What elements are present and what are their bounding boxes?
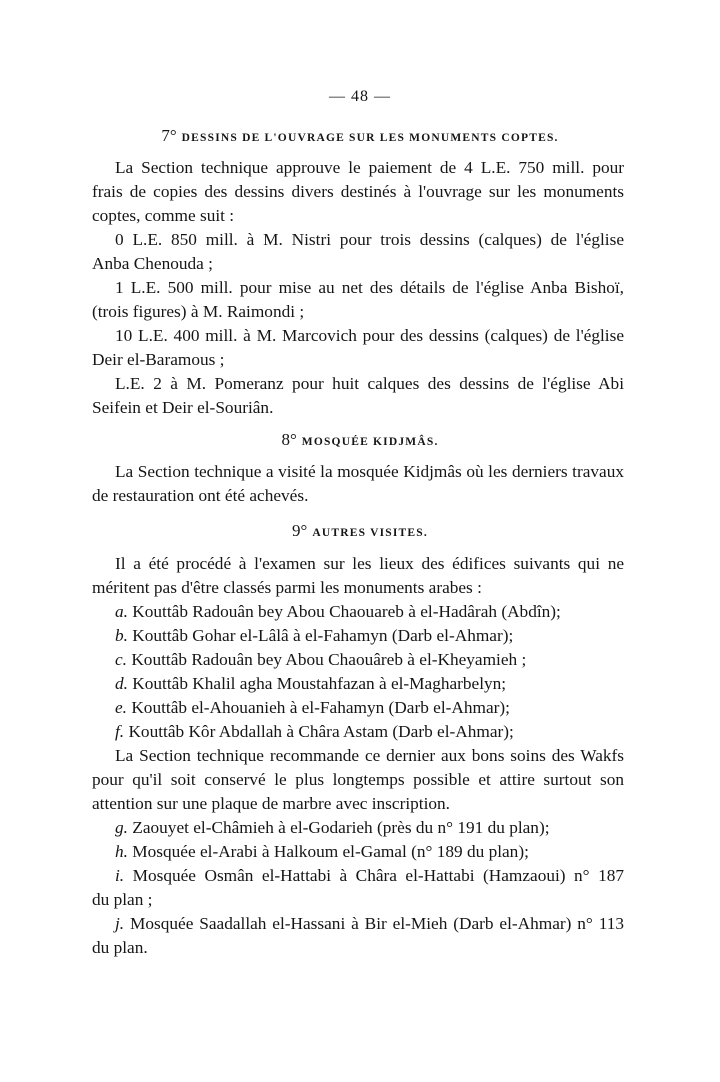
paragraph-line: La Section technique a visité la mosquée Kidjmâs où les derniers travaux: [115, 462, 624, 481]
paragraph-line: Seifein et Deir el-Souriân.: [92, 398, 274, 417]
list-item: [115, 864, 624, 888]
item-letter: j.: [115, 914, 125, 933]
paragraph-line: Il a été procédé à l'examen sur les lieux des édifices suivants qui ne: [115, 554, 624, 573]
item-letter: g.: [115, 818, 128, 837]
paragraph-line: L.E. 2 à M. Pomeranz pour huit calques des dessins de l'église Abi: [115, 374, 624, 393]
list-item-continuation: du plan ;: [92, 890, 153, 909]
item-letter: a.: [115, 602, 128, 621]
item-letter: e.: [115, 698, 127, 717]
item-letter: d.: [115, 674, 128, 693]
item-text: Mosquée Saadallah el-Hassani à Bir el-Mieh (Darb el-Ahmar) n° 113: [130, 914, 624, 933]
section-8-heading: [0, 430, 720, 450]
paragraph-line: Anba Chenouda ;: [92, 254, 213, 273]
paragraph-line: 0 L.E. 850 mill. à M. Nistri pour trois dessins (calques) de l'église: [115, 230, 624, 249]
page-number: — 48 —: [329, 88, 391, 105]
item-text: Kouttâb el-Ahouanieh à el-Fahamyn (Darb el-Ahmar);: [131, 698, 510, 717]
list-item: [115, 672, 624, 696]
paragraph-line: Deir el-Baramous ;: [92, 350, 225, 369]
section-8-number: 8°: [281, 430, 297, 449]
item-text: Kouttâb Radouân bey Abou Chaouâreb à el-Kheyamieh ;: [131, 650, 527, 669]
paragraph-line: 1 L.E. 500 mill. pour mise au net des détails de l'église Anba Bishoï,: [115, 278, 624, 297]
paragraph-line: 10 L.E. 400 mill. à M. Marcovich pour des dessins (calques) de l'église: [115, 326, 624, 345]
paragraph-line: méritent pas d'être classés parmi les monuments arabes :: [92, 578, 482, 597]
list-item-continuation: du plan.: [92, 938, 148, 957]
paragraph-line: La Section technique recommande ce dernier aux bons soins des Wakfs: [115, 746, 624, 765]
item-text: Kouttâb Radouân bey Abou Chaouareb à el-Hadârah (Abdîn);: [132, 602, 561, 621]
list-item: [115, 600, 624, 624]
item-text: Zaouyet el-Châmieh à el-Godarieh (près du n° 191 du plan);: [132, 818, 550, 837]
item-letter: c.: [115, 650, 127, 669]
paragraph-line: La Section technique approuve le paiement de 4 L.E. 750 mill. pour: [115, 158, 624, 177]
paragraph-line: de restauration ont été achevés.: [92, 486, 309, 505]
item-letter: b.: [115, 626, 128, 645]
section-9-number: 9°: [292, 521, 308, 540]
section-7-number: 7°: [161, 126, 177, 145]
section-8-title: MOSQUÉE KIDJMÂS.: [301, 436, 439, 448]
item-text: Kouttâb Kôr Abdallah à Châra Astam (Darb el-Ahmar);: [128, 722, 514, 741]
paragraph-line: frais de copies des dessins divers destinés à l'ouvrage sur les monuments: [92, 182, 624, 201]
item-letter: h.: [115, 842, 128, 861]
list-item: [115, 840, 624, 864]
item-letter: f.: [115, 722, 125, 741]
list-item: [115, 696, 624, 720]
section-7-heading: [0, 126, 720, 146]
list-item: [115, 648, 624, 672]
paragraph-line: coptes, comme suit :: [92, 206, 235, 225]
paragraph-line: pour qu'il soit conservé le plus longtemps possible et attire surtout son: [92, 770, 624, 789]
section-9-title: AUTRES VISITES.: [312, 527, 428, 539]
section-9-heading: [0, 521, 720, 541]
paragraph-line: attention sur une plaque de marbre avec inscription.: [92, 794, 450, 813]
item-text: Mosquée el-Arabi à Halkoum el-Gamal (n° 189 du plan);: [132, 842, 529, 861]
paragraph-line: (trois figures) à M. Raimondi ;: [92, 302, 305, 321]
list-item: [115, 912, 624, 936]
item-text: Kouttâb Gohar el-Lâlâ à el-Fahamyn (Darb el-Ahmar);: [132, 626, 514, 645]
section-7-title: DESSINS DE L'OUVRAGE SUR LES MONUMENTS COPTES.: [181, 132, 559, 144]
list-item: [115, 816, 624, 840]
list-item: [115, 624, 624, 648]
list-item: [115, 720, 624, 744]
item-text: Kouttâb Khalil agha Moustahfazan à el-Magharbelyn;: [132, 674, 507, 693]
item-text: Mosquée Osmân el-Hattabi à Châra el-Hattabi (Hamzaoui) n° 187: [132, 866, 624, 885]
item-letter: i.: [115, 866, 125, 885]
